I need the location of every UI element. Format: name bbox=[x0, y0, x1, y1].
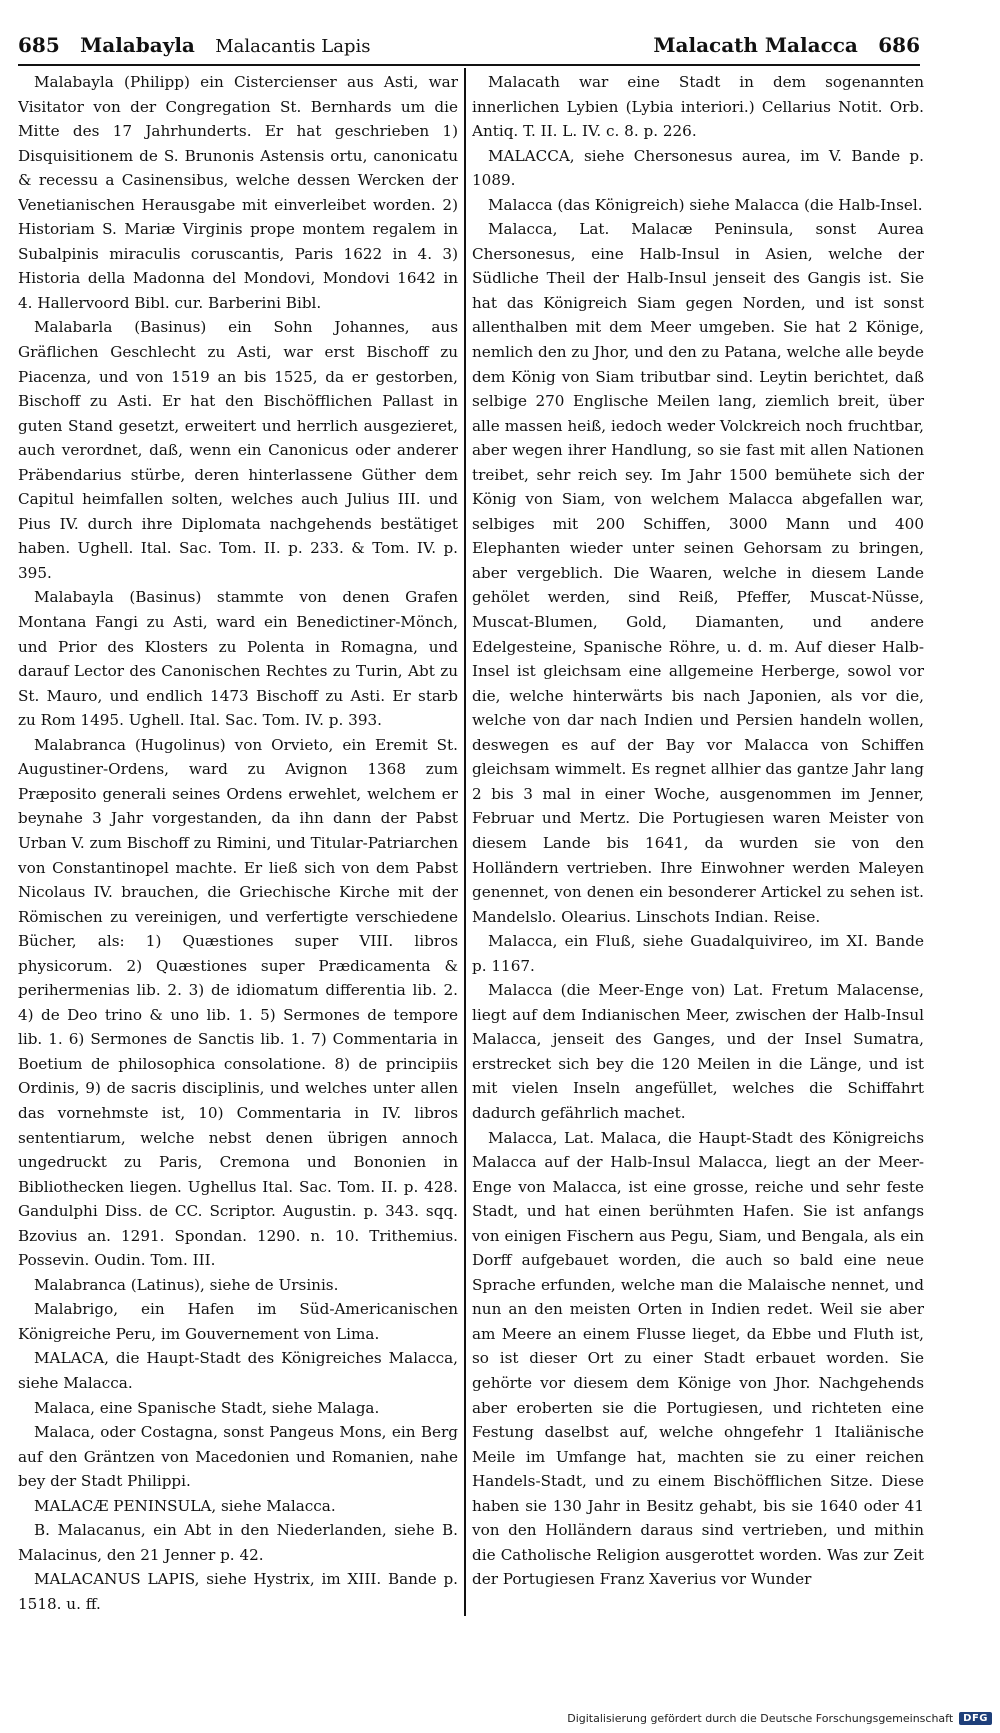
left-column bbox=[18, 70, 458, 1615]
entry: Malaca, oder Costagna, sonst Pangeus Mons, ein Berg auf den Gräntzen von Macedonien und Romanien, nahe bey der Stadt Philippi. bbox=[18, 1423, 458, 1491]
right-headword: Malacath Malacca bbox=[653, 33, 858, 57]
entry: Malacath war eine Stadt in dem sogenannten innerlichen Lybien (Lybia interiori.) Cellarius Notit. Orb. Antiq. T. II. L. IV. c. 8. p. 226. bbox=[472, 73, 924, 141]
entry: MALACA, die Haupt-Stadt des Königreiches Malacca, siehe Malacca. bbox=[18, 1349, 458, 1392]
left-subword: Malacantis Lapis bbox=[215, 36, 371, 57]
entry: Malacca, Lat. Malaca, die Haupt-Stadt des Königreichs Malacca auf der Halb-Insul Malacca, liegt an der Meer-Enge von Malacca, ist eine grosse, reiche und sehr feste Stadt, und hat einen berühmten Hafen. Sie ist anfangs von einigen Fischern aus Pegu, Siam, und Bengala, als ein Dorff aufgebauet worden, die auch so bald eine neue Sprache erfunden, welche man die Malaische nennet, und nun an den meisten Orten in Indien redet. Weil sie aber am Meere an einem Flusse lieget, da Ebbe und Fluth ist, so ist dieser Ort zu einer Stadt erbauet worden. Sie gehörte vor diesem dem Könige von Jhor. Nachgehends aber eroberten sie die Portugiesen, und richteten eine Festung daselbst auf, welche ohngefehr 1 Italiänische Meile im Umfange hat, machten sie zu einer reichen Handels-Stadt, und zu einem Bischöfflichen Sitze. Diese haben sie 130 Jahr in Besitz gehabt, bis sie 1640 oder 41 von den Holländern daraus sind vertrieben, und mithin die Catholische Religion ausgerottet worden. Was zur Zeit der Portugiesen Franz Xaverius vor Wunder bbox=[472, 1128, 924, 1589]
entry: Malabarla (Basinus) ein Sohn Johannes, aus Gräflichen Geschlecht zu Asti, war erst Bischoff zu Piacenza, und von 1519 an bis 1525, da er gestorben, Bischoff zu Asti. Er hat den Bischöfflichen Pallast in guten Stand gesetzt, erweitert und herrlich ausgezieret, auch verordnet, daß, wenn ein Canonicus oder anderer Präbendarius stürbe, deren hinterlassene Güther dem Capitul heimfallen solten, welches auch Julius III. und Pius IV. durch ihre Diplomata nachgehends bestätiget haben. Ughell. Ital. Sac. Tom. II. p. 233. & Tom. IV. p. 395. bbox=[18, 318, 458, 582]
right-column bbox=[472, 70, 924, 1615]
header-rule bbox=[18, 64, 920, 66]
entry: Malacca (das Königreich) siehe Malacca (die Halb-Insel. bbox=[488, 195, 923, 214]
entry: Malacca, ein Fluß, siehe Guadalquivireo, im XI. Bande p. 1167. bbox=[472, 932, 924, 975]
entry: Malabrigo, ein Hafen im Süd-Americanischen Königreiche Peru, im Gouvernement von Lima. bbox=[18, 1300, 458, 1343]
footer-credit: Digitalisierung gefördert durch die Deutsche Forschungsgemeinschaft bbox=[567, 1712, 954, 1725]
entry: B. Malacanus, ein Abt in den Niederlanden, siehe B. Malacinus, den 21 Jenner p. 42. bbox=[18, 1521, 458, 1564]
column-divider bbox=[464, 68, 466, 1616]
header-right bbox=[653, 30, 920, 60]
right-page-number: 686 bbox=[878, 33, 920, 57]
entry: Malacca (die Meer-Enge von) Lat. Fretum Malacense, liegt auf dem Indianischen Meer, zwischen der Halb-Insul Malacca, jenseit des Ganges, und der Insel Sumatra, erstrecket sich bey die 120 Meilen in die Länge, und ist mit vielen Inseln angefüllet, welches die Schiffahrt dadurch gefährlich machet. bbox=[472, 981, 924, 1122]
entry: Malabayla (Philipp) ein Cistercienser aus Asti, war Visitator von der Congregation St. Bernhards um die Mitte des 17 Jahrhunderts. Er hat geschrieben 1) Disquisitionem de S. Brunonis Astensis ortu, canonicatu & recessu a Casinensibus, welche dessen Wercken der Venetianischen Herausgabe mit einverleibet worden. 2) Historiam S. Mariæ Virginis prope montem regalem in Subalpinis miraculis coruscantis, Paris 1622 in 4. 3) Historia della Madonna del Mondovi, Mondovi 1642 in 4. Hallervoord Bibl. cur. Barberini Bibl. bbox=[18, 73, 458, 312]
entry: MALACÆ PENINSULA, siehe Malacca. bbox=[34, 1496, 336, 1515]
page-header bbox=[18, 30, 920, 60]
entry: MALACANUS LAPIS, siehe Hystrix, im XIII. Bande p. 1518. u. ff. bbox=[18, 1570, 458, 1613]
entry: Malacca, Lat. Malacæ Peninsula, sonst Aurea Chersonesus, eine Halb-Insul in Asien, welche der Südliche Theil der Halb-Insul jenseit des Gangis ist. Sie hat das Königreich Siam gegen Norden, und ist sonst allenthalben mit dem Meer umgeben. Sie hat 2 Könige, nemlich den zu Jhor, und den zu Patana, welche alle beyde dem König von Siam tributbar sind. Leytin berichtet, daß selbige 270 Englische Meilen lang, ziemlich breit, über alle massen heiß, iedoch weder Volckreich noch fruchtbar, aber wegen ihrer Handlung, so sie fast mit allen Nationen treibet, sehr reich sey. Im Jahr 1500 bemühete sich der König von Siam, von welchem Malacca abgefallen war, selbiges mit 200 Schiffen, 3000 Mann und 400 Elephanten wieder unter seinen Gehorsam zu bringen, aber vergeblich. Die Waaren, welche in diesem Lande gehölet werden, sind Reiß, Pfeffer, Muscat-Nüsse, Muscat-Blumen, Gold, Diamanten, und andere Edelgesteine, Spanische Röhre, u. d. m. Auf dieser Halb-Insel ist gleichsam eine allgemeine Herberge, sowol vor die, welche hinterwärts bis nach Japonien, als vor die, welche von dar nach Indien und Persien handeln wollen, deswegen es auf der Bay vor Malacca von Schiffen gleichsam wimmelt. Es regnet allhier das gantze Jahr lang 2 bis 3 mal in einer Woche, ausgenommen im Jenner, Februar und Mertz. Die Portugiesen waren Meister von diesem Lande bis 1641, da wurden sie von den Holländern vertrieben. Ihre Einwohner werden Maleyen genennet, von denen ein besonderer Artickel zu sehen ist. Mandelslo. Olearius. Linschots Indian. Reise. bbox=[472, 220, 924, 926]
header-left bbox=[18, 30, 370, 62]
entry: MALACCA, siehe Chersonesus aurea, im V. Bande p. 1089. bbox=[472, 146, 924, 190]
entry: Malaca, eine Spanische Stadt, siehe Malaga. bbox=[34, 1398, 380, 1417]
digitization-footer bbox=[567, 1712, 992, 1725]
dfg-logo: DFG bbox=[959, 1712, 992, 1725]
entry: Malabranca (Hugolinus) von Orvieto, ein Eremit St. Augustiner-Ordens, ward zu Avignon 1368 zum Præposito generali seines Ordens erwehlet, welchem er beynahe 3 Jahr vorgestanden, da ihn dann der Pabst Urban V. zum Bischoff zu Rimini, und Titular-Patriarchen von Constantinopel machte. Er ließ sich von dem Pabst Nicolaus IV. brauchen, die Griechische Kirche mit der Römischen zu vereinigen, und verfertigte verschiedene Bücher, als: 1) Quæstiones super VIII. libros physicorum. 2) Quæstiones super Prædicamenta & perihermenias lib. 2. 3) de idiomatum differentia lib. 2. 4) de Deo trino & uno lib. 1. 5) Sermones de tempore lib. 1. 6) Sermones de Sanctis lib. 1. 7) Commentaria in Boetium de philosophica consolatione. 8) de principiis Ordinis, 9) de sacris disciplinis, und welches unter allen das vornehmste ist, 10) Commentaria in IV. libros sententiarum, welche nebst denen übrigen annoch ungedruckt zu Paris, Cremona und Bononien in Bibliothecken liegen. Ughellus Ital. Sac. Tom. II. p. 428. Gandulphi Diss. de CC. Scriptor. Augustin. p. 343. sqq. Bzovius an. 1291. Spondan. 1290. n. 10. Trithemius. Possevin. Oudin. Tom. III. bbox=[18, 735, 458, 1270]
left-headword: Malabayla bbox=[80, 33, 195, 57]
entry: Malabayla (Basinus) stammte von denen Grafen Montana Fangi zu Asti, ward ein Benedictiner-Mönch, und Prior des Klosters zu Polenta in Romagna, und darauf Lector des Canonischen Rechtes zu Turin, Abt zu St. Mauro, und endlich 1473 Bischoff zu Asti. Er starb zu Rom 1495. Ughell. Ital. Sac. Tom. IV. p. 393. bbox=[18, 588, 458, 730]
entry: Malabranca (Latinus), siehe de Ursinis. bbox=[34, 1275, 339, 1294]
left-page-number: 685 bbox=[18, 33, 60, 57]
